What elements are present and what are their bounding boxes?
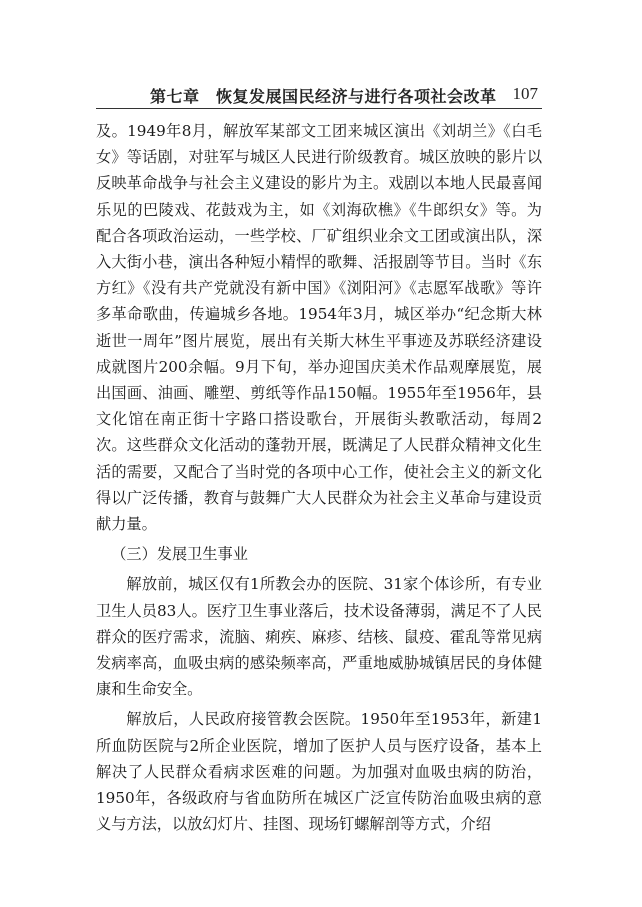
body-text [96,118,542,841]
paragraph-culture: 及。1949年8月，解放军某部文工团来城区演出《刘胡兰》《白毛女》等话剧，对驻军与城区人民进行阶级教育。城区放映的影片以反映革命战争与社会主义建设的影片为主。戏剧以本地人民最喜闻乐见的巴陵戏、花鼓戏为主，如《刘海砍樵》《牛郎织女》等。为配合各项政治运动，一些学校、厂矿组织业余文工团或演出队，深入大街小巷，演出各种短小精悍的歌舞、活报剧等节目。当时《东方红》《没有共产党就没有新中国》《浏阳河》《志愿军战歌》等许多革命歌曲，传遍城乡各地。1954年3月，城区举办“纪念斯大林逝世一周年”图片展览，展出有关斯大林生平事迹及苏联经济建设成就图片200余幅。9月下旬，举办迎国庆美术作品观摩展览，展出国画、油画、雕塑、剪纸等作品150幅。1955年至1956年，县文化馆在南正街十字路口搭设歌台，开展街头教歌活动，每周2次。这些群众文化活动的蓬勃开展，既满足了人民群众精神文化生活的需要，又配合了当时党的各项中心工作，使社会主义的新文化得以广泛传播，教育与鼓舞广大人民群众为社会主义革命与建设贡献力量。 [96,122,542,534]
header-divider [96,108,542,109]
chapter-title: 第七章 恢复发展国民经济与进行各项社会改革 [150,87,497,106]
page-number: 107 [512,84,538,103]
paragraph-health-after: 解放后，人民政府接管教会医院。1950年至1953年，新建1所血防医院与2所企业医院，增加了医护人员与医疗设备，基本上解决了人民群众看病求医难的问题。为加强对血吸虫病的防治，1950年，各级政府与省血防所在城区广泛宣传防治血吸虫病的意义与方法，以放幻灯片、挂图、现场钉螺解剖等方式，介绍 [96,710,542,834]
running-header [150,84,538,108]
paragraph-health-before: 解放前，城区仅有1所教会办的医院、31家个体诊所，有专业卫生人员83人。医疗卫生事业落后，技术设备薄弱，满足不了人民群众的医疗需求，流脑、痢疾、麻疹、结核、鼠疫、霍乱等常见病发病率高，血吸虫病的感染频率高，严重地威胁城镇居民的身体健康和生命安全。 [96,575,542,699]
section-subheading: （三）发展卫生事业 [111,545,248,564]
